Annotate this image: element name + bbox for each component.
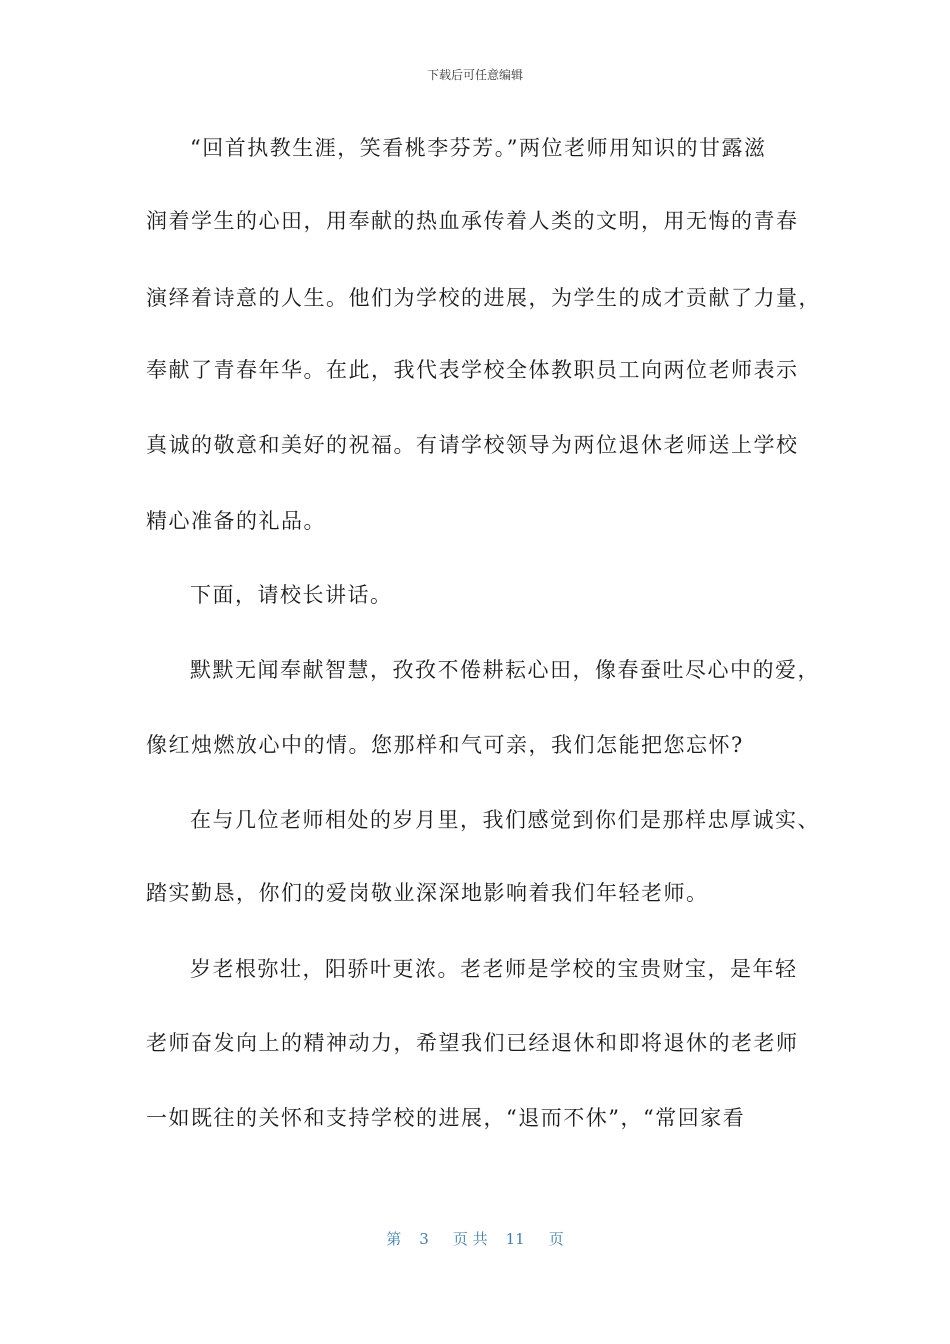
text-line: 下面，请校长讲话。 (190, 583, 393, 607)
page-number-footer (0, 1228, 950, 1249)
footer-label-page: 第 (386, 1230, 402, 1248)
text-line: 在与几位老师相处的岁月里，我们感觉到你们是那样忠厚诚实、 (190, 808, 820, 832)
text-line: 一如既往的关怀和支持学校的进展，“退而不休”，“常回家看 (146, 1106, 746, 1130)
text-line: 踏实勤恳，你们的爱岗敬业深深地影响着我们年轻老师。 (146, 881, 709, 905)
text-line: 老师奋发向上的精神动力，希望我们已经退休和即将退休的老老师 (146, 1031, 799, 1055)
text-line: 默默无闻奉献智慧，孜孜不倦耕耘心田，像春蚕吐尽心中的爱， (190, 658, 820, 682)
text-line: 像红烛燃放心中的情。您那样和气可亲，我们怎能把您忘怀? (146, 733, 744, 757)
text-line: 真诚的敬意和美好的祝福。有请学校领导为两位退休老师送上学校 (146, 433, 799, 457)
page-header-note: 下载后可任意编辑 (426, 68, 523, 82)
text-line: 精心准备的礼品。 (146, 509, 326, 533)
text-line: 演绎着诗意的人生。他们为学校的进展，为学生的成才贡献了力量， (146, 286, 821, 310)
total-pages-number: 11 (505, 1230, 525, 1248)
current-page-number: 3 (419, 1230, 429, 1248)
text-line: 奉献了青春年华。在此，我代表学校全体教职员工向两位老师表示 (146, 358, 799, 382)
footer-label-end: 页 (548, 1230, 564, 1248)
text-line: “回首执教生涯，笑看桃李芬芳。”两位老师用知识的甘露滋 (190, 136, 767, 160)
footer-label-of: 页 共 (452, 1230, 488, 1248)
text-line: 润着学生的心田，用奉献的热血承传着人类的文明，用无悔的青春 (146, 209, 799, 233)
text-line: 岁老根弥壮，阳骄叶更浓。老老师是学校的宝贵财宝，是年轻 (190, 957, 798, 981)
